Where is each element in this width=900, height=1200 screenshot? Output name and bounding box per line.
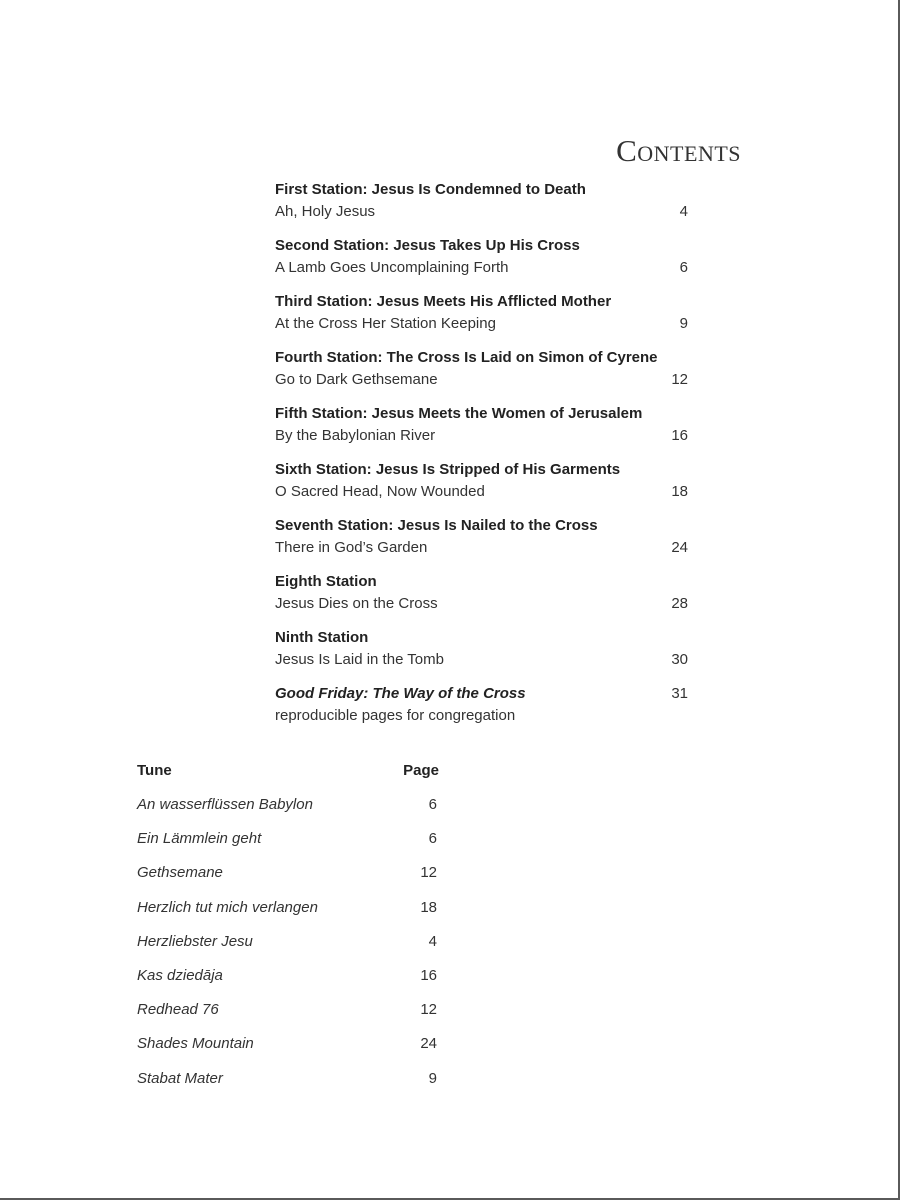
tune-name: Stabat Mater bbox=[137, 1069, 223, 1087]
page-number: 4 bbox=[679, 203, 688, 220]
page-number: 12 bbox=[671, 371, 688, 388]
station-title: Fifth Station: Jesus Meets the Women of Jerusalem bbox=[275, 405, 643, 422]
tune-name: Redhead 76 bbox=[137, 1001, 219, 1019]
tune-index-header bbox=[137, 762, 439, 786]
toc-entry bbox=[275, 235, 690, 291]
tune-row bbox=[137, 1025, 439, 1059]
toc-entry bbox=[275, 515, 690, 571]
hymn-title: reproducible pages for congregation bbox=[275, 707, 516, 724]
tune-page: 18 bbox=[420, 898, 437, 916]
tune-row bbox=[137, 854, 439, 888]
toc-entry bbox=[275, 683, 690, 739]
tune-name: Kas dziedāja bbox=[137, 966, 223, 984]
toc-entry bbox=[275, 403, 690, 459]
station-title: Good Friday: The Way of the Cross bbox=[275, 685, 526, 702]
hymn-title: Go to Dark Gethsemane bbox=[275, 371, 438, 388]
tune-page: 12 bbox=[420, 1001, 437, 1019]
tune-page: 9 bbox=[428, 1069, 437, 1087]
tune-row bbox=[137, 820, 439, 854]
page-number: 9 bbox=[679, 315, 688, 332]
toc-entry bbox=[275, 459, 690, 515]
tune-index bbox=[137, 762, 439, 1094]
toc-entry bbox=[275, 291, 690, 347]
tune-column-header: Tune bbox=[137, 762, 172, 779]
hymn-title: At the Cross Her Station Keeping bbox=[275, 315, 496, 332]
hymn-title: There in God’s Garden bbox=[275, 539, 428, 556]
tune-page: 6 bbox=[428, 796, 437, 813]
tune-row bbox=[137, 957, 439, 991]
hymn-title: A Lamb Goes Uncomplaining Forth bbox=[275, 259, 509, 276]
tune-name: Ein Lämmlein geht bbox=[137, 830, 262, 848]
tune-name: Gethsemane bbox=[137, 864, 223, 882]
page-number: 24 bbox=[671, 539, 688, 556]
tune-name: Shades Mountain bbox=[137, 1035, 254, 1053]
station-title: Ninth Station bbox=[275, 629, 369, 646]
hymn-title: O Sacred Head, Now Wounded bbox=[275, 483, 485, 500]
tune-page: 4 bbox=[428, 932, 437, 950]
page-number: 16 bbox=[671, 427, 688, 444]
tune-name: Herzlich tut mich verlangen bbox=[137, 898, 318, 916]
toc-entry bbox=[275, 627, 690, 683]
station-title: Second Station: Jesus Takes Up His Cross bbox=[275, 237, 580, 254]
tune-row bbox=[137, 889, 439, 923]
page-number: 6 bbox=[679, 259, 688, 276]
hymn-title: By the Babylonian River bbox=[275, 427, 436, 444]
page-number: 31 bbox=[671, 685, 688, 702]
tune-row bbox=[137, 1060, 439, 1094]
page-column-header: Page bbox=[403, 762, 439, 779]
tune-page: 24 bbox=[420, 1035, 437, 1053]
toc-entry bbox=[275, 179, 690, 235]
tune-page: 16 bbox=[420, 966, 437, 984]
station-title: Eighth Station bbox=[275, 573, 377, 590]
hymn-title: Jesus Is Laid in the Tomb bbox=[275, 651, 444, 668]
station-title: Seventh Station: Jesus Is Nailed to the Cross bbox=[275, 517, 598, 534]
toc-entry bbox=[275, 571, 690, 627]
tune-row bbox=[137, 786, 439, 820]
page-number: 30 bbox=[671, 651, 688, 668]
hymn-title: Ah, Holy Jesus bbox=[275, 203, 376, 220]
station-title: First Station: Jesus Is Condemned to Death bbox=[275, 181, 586, 198]
tune-page: 6 bbox=[428, 830, 437, 848]
tune-row bbox=[137, 923, 439, 957]
tune-name: Herzliebster Jesu bbox=[137, 932, 253, 950]
toc-entry bbox=[275, 347, 690, 403]
station-title: Fourth Station: The Cross Is Laid on Simon of Cyrene bbox=[275, 349, 658, 366]
hymn-title: Jesus Dies on the Cross bbox=[275, 595, 438, 612]
contents-list bbox=[275, 179, 690, 739]
page-number: 18 bbox=[671, 483, 688, 500]
page-number: 28 bbox=[671, 595, 688, 612]
page-title: Contents bbox=[616, 133, 741, 168]
tune-page: 12 bbox=[420, 864, 437, 882]
station-title: Sixth Station: Jesus Is Stripped of His Garments bbox=[275, 461, 621, 478]
station-title: Third Station: Jesus Meets His Afflicted Mother bbox=[275, 293, 612, 310]
tune-name: An wasserflüssen Babylon bbox=[137, 796, 313, 813]
tune-row bbox=[137, 991, 439, 1025]
